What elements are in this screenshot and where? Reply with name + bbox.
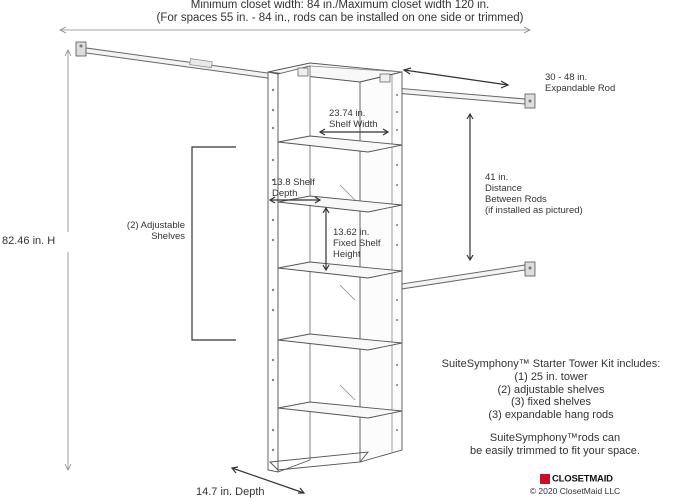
rod-length-dimension xyxy=(404,68,508,88)
fixed-shelf-height-dimension xyxy=(323,208,329,270)
adjustable-shelves-label xyxy=(95,220,185,242)
height-dimension xyxy=(65,50,71,470)
adjustable-shelves-name: Shelves xyxy=(151,231,185,242)
rod-distance-value: 41 in. xyxy=(485,172,509,183)
shelf-width-name: Shelf Width xyxy=(329,119,378,130)
rod-length-label xyxy=(545,72,615,94)
kit-item: (3) expandable hang rods xyxy=(488,409,614,422)
copyright: © 2020 ClosetMaid LLC xyxy=(529,486,621,496)
kit-title: SuiteSymphony™ Starter Tower Kit includes: xyxy=(441,358,661,370)
brand-mark-icon xyxy=(540,474,550,484)
shelf-width-label xyxy=(329,108,378,130)
closet-width-subline: (For spaces 55 in. - 84 in., rods can be installed on one side or trimmed) xyxy=(156,12,524,24)
fixed-shelf-height-name: Height xyxy=(333,249,361,260)
upper-left-rod xyxy=(76,42,282,80)
kit-contents xyxy=(420,358,679,422)
rod-distance-name: Distance xyxy=(485,183,522,194)
rod-distance-dimension xyxy=(467,114,473,260)
brand-name: CLOSETMAID xyxy=(552,473,613,485)
rod-distance-label xyxy=(485,172,583,216)
fixed-shelf-height-label xyxy=(333,227,381,260)
rod-distance-note: (if installed as pictured) xyxy=(485,205,583,216)
trim-note-line-1: SuiteSymphony™rods can xyxy=(489,432,621,444)
shelf-depth-name: Depth xyxy=(272,188,298,199)
closet-width-line: Minimum closet width: 84 in./Maximum closet width 120 in. xyxy=(190,0,490,11)
shelf-depth-value: 13.8 Shelf xyxy=(272,177,315,188)
trim-note xyxy=(440,432,670,458)
kit-item: (3) fixed shelves xyxy=(510,396,592,409)
shelf-depth-label xyxy=(272,177,315,199)
depth-label: 14.7 in. Depth xyxy=(196,486,265,498)
fixed-shelf-height-value: 13.62 in. xyxy=(333,227,370,238)
trim-note-line-2: be easily trimmed to fit your space. xyxy=(470,445,640,457)
kit-item: (1) 25 in. tower xyxy=(514,370,588,383)
adjustable-shelves-bracket xyxy=(192,147,236,340)
kit-item: (2) adjustable shelves xyxy=(497,383,605,396)
rod-distance-name-2: Between Rods xyxy=(485,194,547,205)
adjustable-shelves-count: (2) Adjustable xyxy=(126,220,185,231)
rod-length-value: 30 - 48 in. xyxy=(545,72,588,83)
rod-length-name: Expandable Rod xyxy=(545,83,616,94)
lower-right-rod xyxy=(395,262,535,290)
upper-right-rod xyxy=(395,88,535,108)
height-label: 82.46 in. H xyxy=(2,235,56,247)
fixed-shelf-name: Fixed Shelf xyxy=(333,238,381,249)
closet-width-dimension xyxy=(60,27,530,33)
shelf-width-value: 23.74 in. xyxy=(329,108,366,119)
